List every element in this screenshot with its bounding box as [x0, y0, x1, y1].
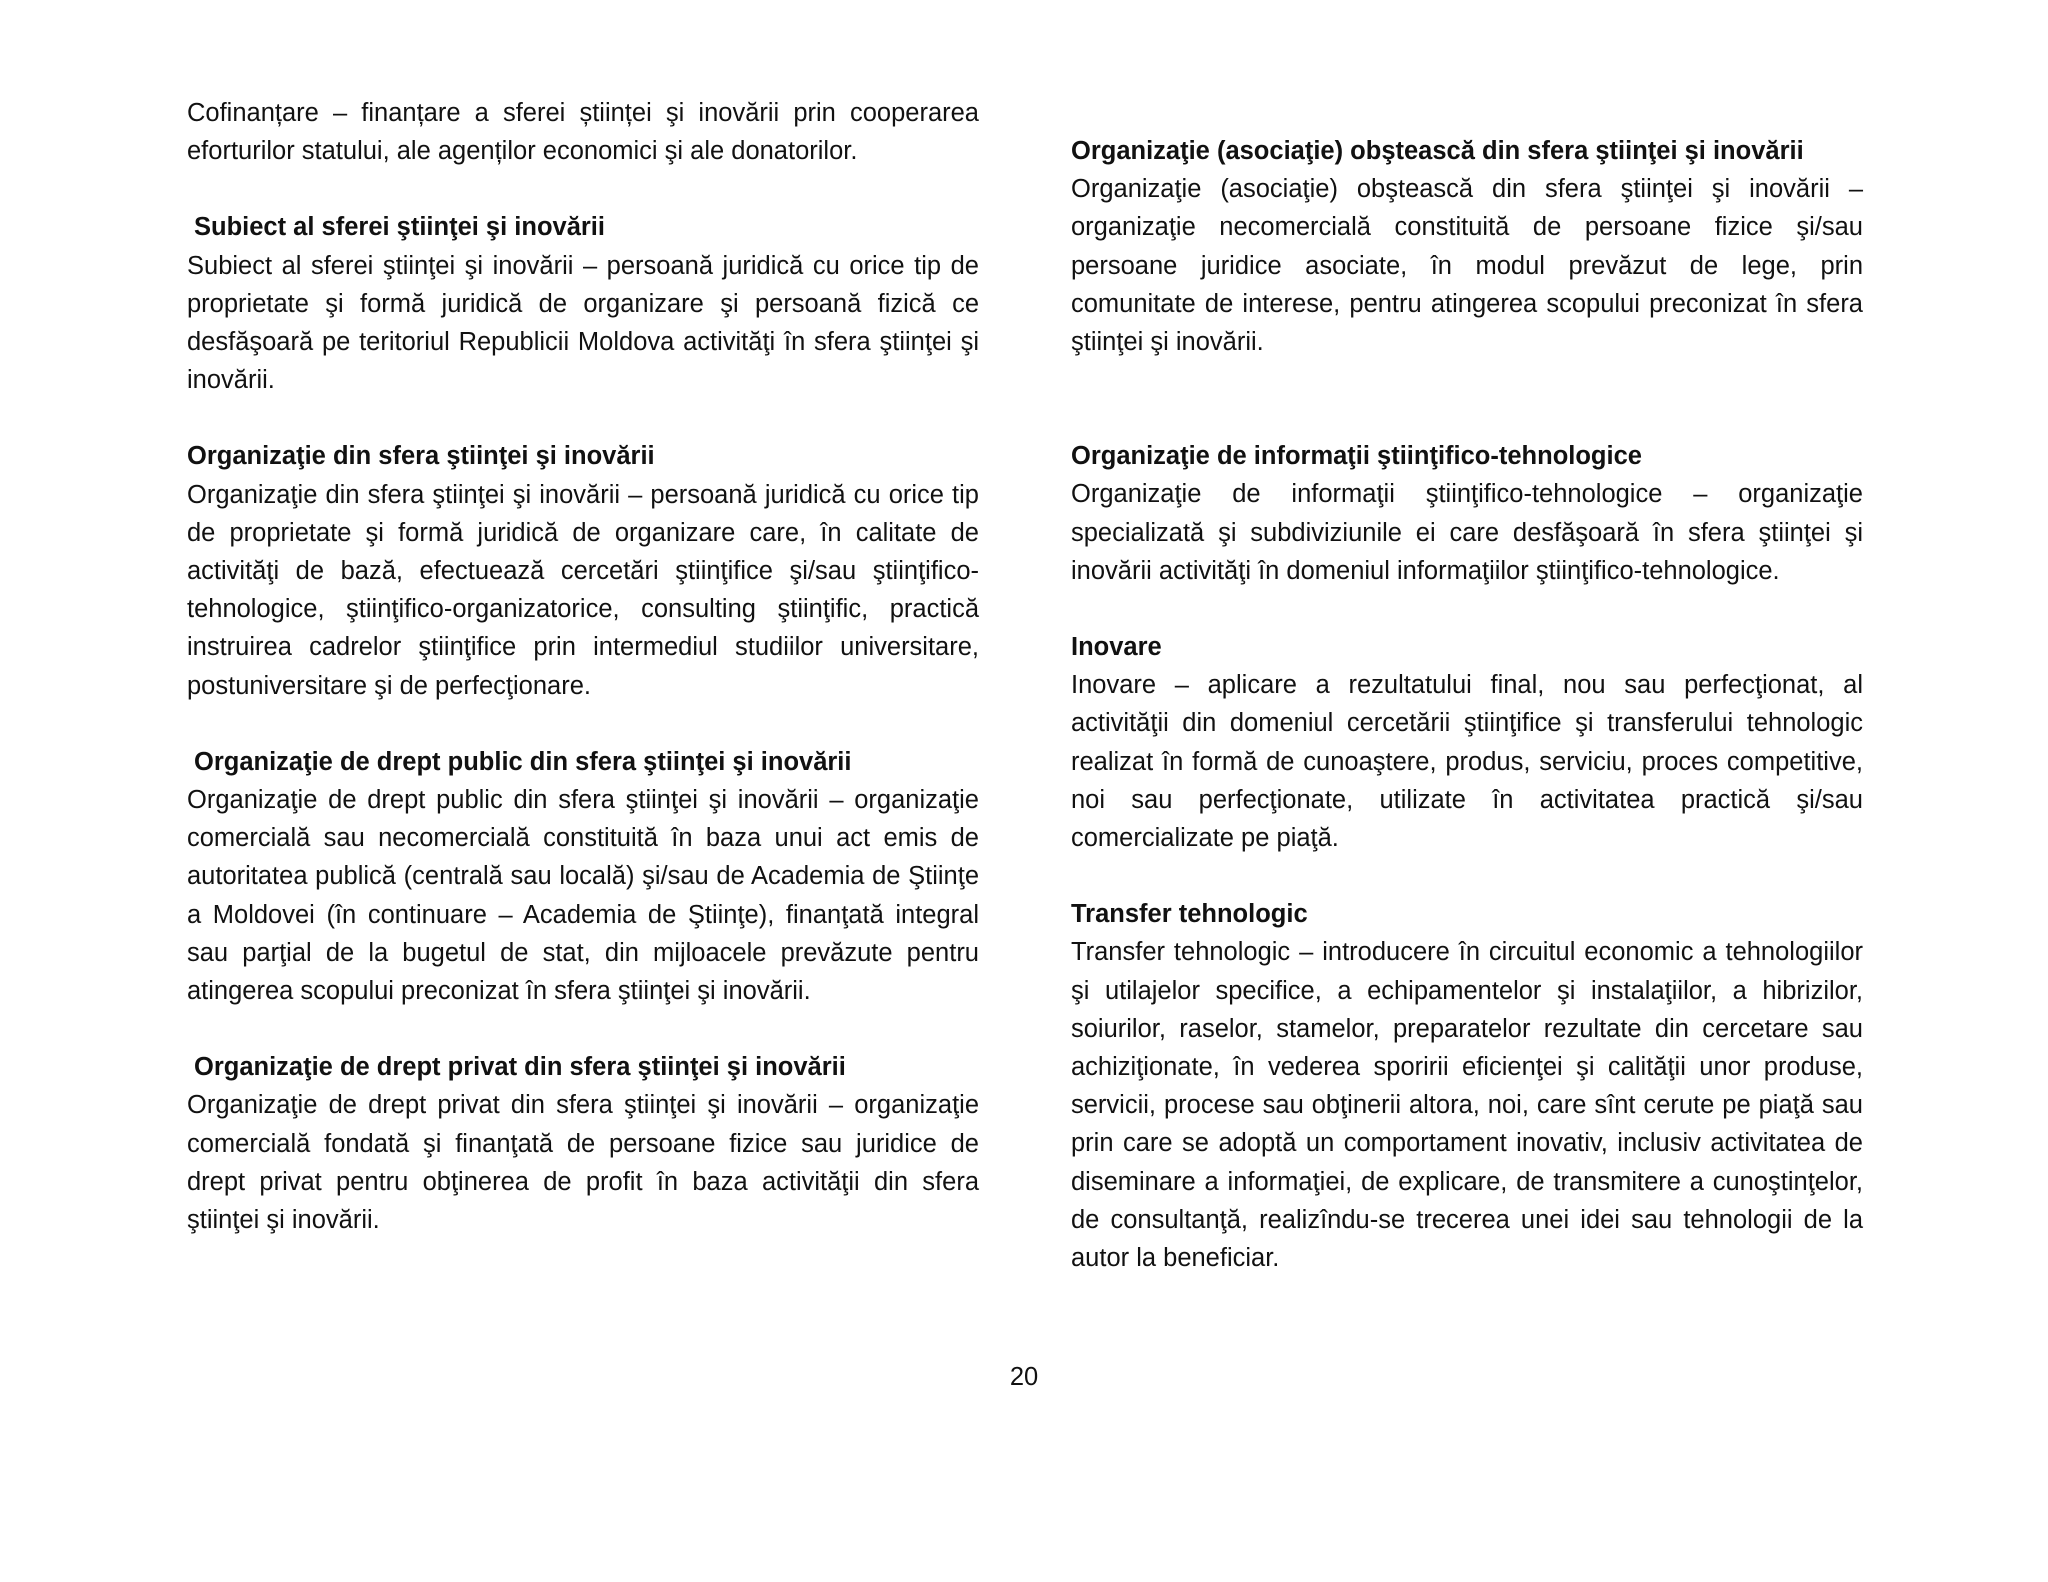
left-column	[187, 0, 979, 1239]
definition-text: Organizaţie de drept public din sfera ştiinţei şi inovării – organizaţie comercială sau necomercială constituită în baza unui act emis de autoritatea publică (centrală sau locală) şi/sau de Academia de Ştiinţe a Moldovei (în continuare – Academia de Ştiinţe), finanţată integral sau parţial de la bugetul de stat, din mijloacele prevăzute pentru atingerea scopului preconizat în sfera ştiinţei şi inovării.	[187, 786, 979, 1006]
definition-text: Organizaţie de drept privat din sfera ştiinţei şi inovării – organizaţie comercială fondată şi finanţată de persoane fizice sau juridice de drept privat pentru obţinerea de profit în baza activităţii din sfera ştiinţei şi inovării.	[187, 1091, 979, 1235]
term-heading: Organizaţie de drept privat din sfera ştiinţei şi inovării	[194, 1053, 846, 1082]
term-heading: Organizaţie de drept public din sfera ştiinţei şi inovării	[194, 747, 852, 776]
definition-text: Organizaţie de informaţii ştiinţifico-tehnologice – organizaţie specializată şi subdiviziunile ei care desfăşoară în sfera ştiinţei şi inovării activităţi în domeniul informaţiilor ştiinţifico-tehnologice.	[1071, 480, 1863, 585]
entry-transfer	[1071, 895, 1863, 1277]
term-heading: Subiect al sferei ştiinţei şi inovării	[194, 213, 605, 242]
term-heading: Transfer tehnologic	[1071, 900, 1308, 929]
definition-text: Cofinanțare – finanțare a sferei științei şi inovării prin cooperarea eforturilor statului, ale agenților economici şi ale donatorilor.	[187, 99, 979, 166]
term-heading: Inovare	[1071, 633, 1162, 662]
right-column	[1071, 0, 1863, 1277]
entry-drept-public	[187, 743, 979, 1010]
entry-drept-privat	[187, 1048, 979, 1239]
entry-inovare	[1071, 628, 1863, 857]
entry-organizatie	[187, 437, 979, 704]
term-heading: Organizaţie din sfera ştiinţei şi inovării	[187, 442, 655, 471]
term-heading: Organizaţie de informaţii ştiinţifico-tehnologice	[1071, 442, 1642, 471]
entry-subiect	[187, 208, 979, 399]
definition-text: Transfer tehnologic – introducere în circuitul economic a tehnologiilor şi utilajelor specifice, a echipamentelor şi instalaţiilor, a hibrizilor, soiurilor, raselor, stamelor, preparatelor rezultate din cercetare sau achiziţionate, în vederea sporirii eficienţei şi calităţii unor produse, servicii, procese sau obţinerii altora, noi, care sînt cerute pe piaţă sau prin care se adoptă un comportament inovativ, inclusiv activitatea de diseminare a informaţiei, de explicare, de transmitere a cunoştinţelor, de consultanţă, realizîndu-se trecerea unei idei sau tehnologii de la autor la beneficiar.	[1071, 938, 1863, 1273]
definition-text: Organizaţie (asociaţie) obştească din sfera ştiinţei şi inovării – organizaţie necomercială constituită de persoane fizice şi/sau persoane juridice asociate, în modul prevăzut de lege, prin comunitate de interese, pentru atingerea scopului preconizat în sfera ştiinţei şi inovării.	[1071, 175, 1863, 357]
definition-text: Organizaţie din sfera ştiinţei şi inovării – persoană juridică cu orice tip de proprietate şi formă juridică de organizare care, în calitate de activităţi de bază, efectuează cercetări ştiinţifice şi/sau ştiinţifico-tehnologice, ştiinţifico-organizatorice, consulting ştiinţific, practică instruirea cadrelor ştiinţifice prin intermediul studiilor universitare, postuniversitare şi de perfecţionare.	[187, 480, 979, 700]
definition-text: Inovare – aplicare a rezultatului final, nou sau perfecţionat, al activităţii din domeniul cercetării ştiinţifice şi transferului tehnologic realizat în formă de cunoaştere, produs, serviciu, proces competitive, noi sau perfecţionate, utilizate în activitatea practică şi/sau comercializate pe piaţă.	[1071, 671, 1863, 853]
entry-cofinantare	[187, 94, 979, 170]
entry-informatii	[1071, 437, 1863, 590]
entry-asociatie	[1071, 132, 1863, 361]
page-number: 20	[1009, 1363, 1039, 1391]
term-heading: Organizaţie (asociaţie) obştească din sfera ştiinţei şi inovării	[1071, 137, 1804, 165]
definition-text: Subiect al sferei ştiinţei şi inovării – persoană juridică cu orice tip de proprietate şi formă juridică de organizare şi persoană fizică ce desfăşoară pe teritoriul Republicii Moldova activităţi în sfera ştiinţei şi inovării.	[187, 251, 979, 395]
